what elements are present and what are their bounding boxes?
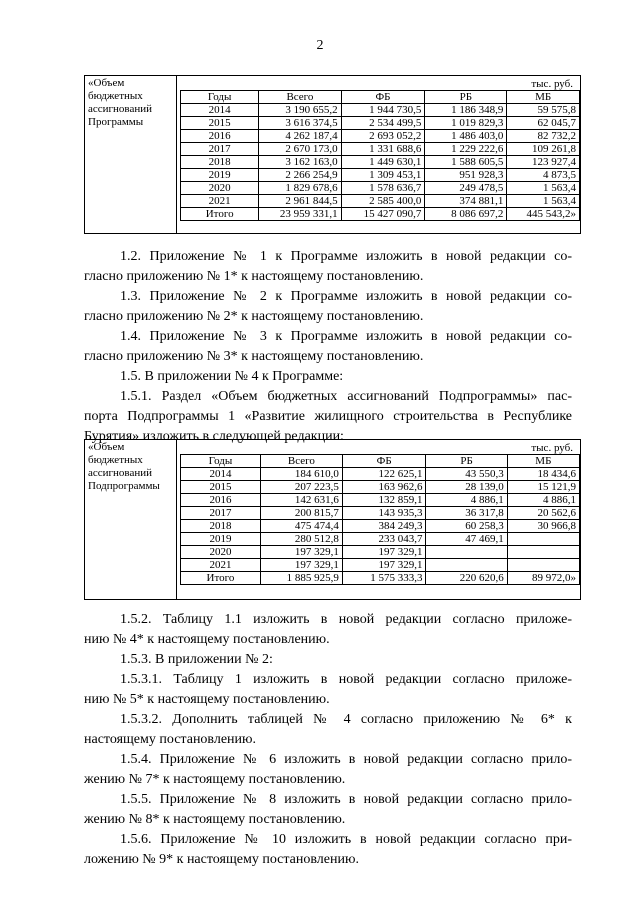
value-cell: 4 873,5 [507,169,580,182]
value-cell: 197 329,1 [342,559,426,572]
value-cell: 1 563,4 [507,195,580,208]
value-cell: 2 961 844,5 [259,195,341,208]
paragraph-1-3-line1: 1.3. Приложение № 2 к Программе изложить в новой редакции со- [120,289,572,304]
paragraph-1-5-2-line1: 1.5.2. Таблицу 1.1 изложить в новой редакции согласно приложе- [120,612,572,627]
table-row [181,507,580,520]
value-cell: 374 881,1 [425,195,507,208]
value-cell: 20 562,6 [507,507,579,520]
unit-label: тыс. руб. [531,78,573,90]
table-row [181,468,580,481]
value-cell: 1 449 630,1 [341,156,425,169]
value-cell: 62 045,7 [507,117,580,130]
column-header: РБ [426,455,507,468]
value-cell: 1 309 453,1 [341,169,425,182]
year-cell: 2020 [181,182,259,195]
value-cell: 43 550,3 [426,468,507,481]
value-cell [507,533,579,546]
year-cell: 2019 [181,533,261,546]
value-cell: 249 478,5 [425,182,507,195]
value-cell [426,546,507,559]
paragraph-1-5-1-line3: Бурятия» изложить в следующей редакции: [84,429,344,444]
paragraph-1-5-2-line2: нию № 4* к настоящему постановлению. [84,632,330,647]
value-cell: 197 329,1 [260,546,342,559]
value-cell: 1 578 636,7 [341,182,425,195]
paragraph-1-5-3-2-line1: 1.5.3.2. Дополнить таблицей № 4 согласно приложению № 6* к [120,712,572,727]
value-cell: 1 186 348,9 [425,104,507,117]
value-cell: 28 139,0 [426,481,507,494]
subprogram-budget-label: «Объем бюджетных ассигнований Подпрограммы [85,440,177,599]
value-cell: 207 223,5 [260,481,342,494]
year-cell: 2016 [181,130,259,143]
value-cell: 3 162 163,0 [259,156,341,169]
paragraph-group-1 [84,247,572,447]
year-cell: 2021 [181,195,259,208]
paragraph-1-3-line2: гласно приложению № 2* к настоящему постановлению. [84,309,424,324]
value-cell: 445 543,2» [507,208,580,221]
column-header: Всего [259,91,341,104]
year-cell: 2017 [181,143,259,156]
paragraph-1-5-5-line2: жению № 8* к настоящему постановлению. [84,812,346,827]
year-cell: 2014 [181,104,259,117]
year-cell: 2014 [181,468,261,481]
table-row [181,546,580,559]
paragraph-1-5: 1.5. В приложении № 4 к Программе: [120,369,344,384]
table-row [181,572,580,585]
paragraph-1-5-6-line1: 1.5.6. Приложение № 10 изложить в новой редакции согласно при- [120,832,572,847]
table-row [181,195,580,208]
paragraph-1-5-3-1-line1: 1.5.3.1. Таблицу 1 изложить в новой редакции согласно приложе- [120,672,572,687]
table-header-row [181,455,580,468]
value-cell: 23 959 331,1 [259,208,341,221]
value-cell: 1 575 333,3 [342,572,426,585]
value-cell: 132 859,1 [342,494,426,507]
value-cell: 1 588 605,5 [425,156,507,169]
paragraph-1-2-line2: гласно приложению № 1* к настоящему постановлению. [84,269,424,284]
value-cell: 4 886,1 [507,494,579,507]
column-header: Годы [181,91,259,104]
table-row [181,494,580,507]
value-cell: 36 317,8 [426,507,507,520]
paragraph-1-2-line1: 1.2. Приложение № 1 к Программе изложить в новой редакции со- [120,249,572,264]
value-cell: 163 962,6 [342,481,426,494]
year-cell: 2019 [181,169,259,182]
year-cell: 2020 [181,546,261,559]
program-budget-label: «Объем бюджетных ассигнований Программы [85,76,177,233]
value-cell: 220 620,6 [426,572,507,585]
subprogram-budget-block [84,439,581,600]
table-row [181,104,580,117]
column-header: МБ [507,455,579,468]
column-header: ФБ [342,455,426,468]
table-header-row [181,91,580,104]
value-cell: 951 928,3 [425,169,507,182]
year-cell: 2018 [181,156,259,169]
program-budget-table [180,90,580,221]
paragraph-1-5-3: 1.5.3. В приложении № 2: [120,652,273,667]
value-cell: 2 534 499,5 [341,117,425,130]
value-cell: 1 944 730,5 [341,104,425,117]
value-cell: 15 427 090,7 [341,208,425,221]
year-cell: 2016 [181,494,261,507]
value-cell: 60 258,3 [426,520,507,533]
value-cell: 184 610,0 [260,468,342,481]
year-cell: Итого [181,572,261,585]
value-cell: 59 575,8 [507,104,580,117]
value-cell: 1 486 403,0 [425,130,507,143]
table-row [181,208,580,221]
value-cell: 233 043,7 [342,533,426,546]
table-row [181,520,580,533]
column-header: МБ [507,91,580,104]
year-cell: Итого [181,208,259,221]
table-row [181,533,580,546]
value-cell: 122 625,1 [342,468,426,481]
table-row [181,182,580,195]
value-cell: 3 616 374,5 [259,117,341,130]
page-number: 2 [316,38,324,53]
paragraph-1-5-5-line1: 1.5.5. Приложение № 8 изложить в новой редакции согласно прило- [120,792,572,807]
paragraph-1-5-4-line1: 1.5.4. Приложение № 6 изложить в новой редакции согласно прило- [120,752,572,767]
table-row [181,143,580,156]
value-cell: 2 693 052,2 [341,130,425,143]
year-cell: 2015 [181,481,261,494]
year-cell: 2021 [181,559,261,572]
paragraph-1-5-6-line2: ложению № 9* к настоящему постановлению. [84,852,359,867]
value-cell: 1 019 829,3 [425,117,507,130]
paragraph-1-5-3-1-line2: нию № 5* к настоящему постановлению. [84,692,330,707]
value-cell: 1 829 678,6 [259,182,341,195]
year-cell: 2018 [181,520,261,533]
value-cell: 384 249,3 [342,520,426,533]
value-cell: 1 563,4 [507,182,580,195]
value-cell: 8 086 697,2 [425,208,507,221]
value-cell: 30 966,8 [507,520,579,533]
value-cell: 4 886,1 [426,494,507,507]
value-cell: 18 434,6 [507,468,579,481]
value-cell: 109 261,8 [507,143,580,156]
paragraph-1-5-1-line2: порта Подпрограммы 1 «Развитие жилищного строительства в Республике [84,409,572,424]
subprogram-budget-table [180,454,580,585]
paragraph-1-5-1-line1: 1.5.1. Раздел «Объем бюджетных ассигнований Подпрограммы» пас- [120,389,572,404]
year-cell: 2017 [181,507,261,520]
value-cell: 475 474,4 [260,520,342,533]
value-cell [507,546,579,559]
table-row [181,156,580,169]
value-cell [426,559,507,572]
value-cell: 2 266 254,9 [259,169,341,182]
column-header: РБ [425,91,507,104]
paragraph-1-5-3-2-line2: настоящему постановлению. [84,732,256,747]
program-budget-block [84,75,581,234]
value-cell: 2 585 400,0 [341,195,425,208]
paragraph-1-4-line1: 1.4. Приложение № 3 к Программе изложить в новой редакции со- [120,329,572,344]
year-cell: 2015 [181,117,259,130]
value-cell: 197 329,1 [260,559,342,572]
value-cell: 1 331 688,6 [341,143,425,156]
value-cell: 197 329,1 [342,546,426,559]
value-cell: 3 190 655,2 [259,104,341,117]
value-cell: 4 262 187,4 [259,130,341,143]
value-cell: 280 512,8 [260,533,342,546]
value-cell: 1 229 222,6 [425,143,507,156]
table-row [181,559,580,572]
value-cell: 82 732,2 [507,130,580,143]
value-cell [507,559,579,572]
paragraph-group-2 [84,610,572,870]
value-cell: 142 631,6 [260,494,342,507]
value-cell: 47 469,1 [426,533,507,546]
column-header: ФБ [341,91,425,104]
value-cell: 15 121,9 [507,481,579,494]
value-cell: 123 927,4 [507,156,580,169]
value-cell: 200 815,7 [260,507,342,520]
column-header: Годы [181,455,261,468]
table-row [181,169,580,182]
table-row [181,117,580,130]
table-row [181,130,580,143]
value-cell: 89 972,0» [507,572,579,585]
value-cell: 2 670 173,0 [259,143,341,156]
table-row [181,481,580,494]
paragraph-1-5-4-line2: жению № 7* к настоящему постановлению. [84,772,346,787]
value-cell: 1 885 925,9 [260,572,342,585]
column-header: Всего [260,455,342,468]
value-cell: 143 935,3 [342,507,426,520]
paragraph-1-4-line2: гласно приложению № 3* к настоящему постановлению. [84,349,424,364]
unit-label: тыс. руб. [531,442,573,454]
